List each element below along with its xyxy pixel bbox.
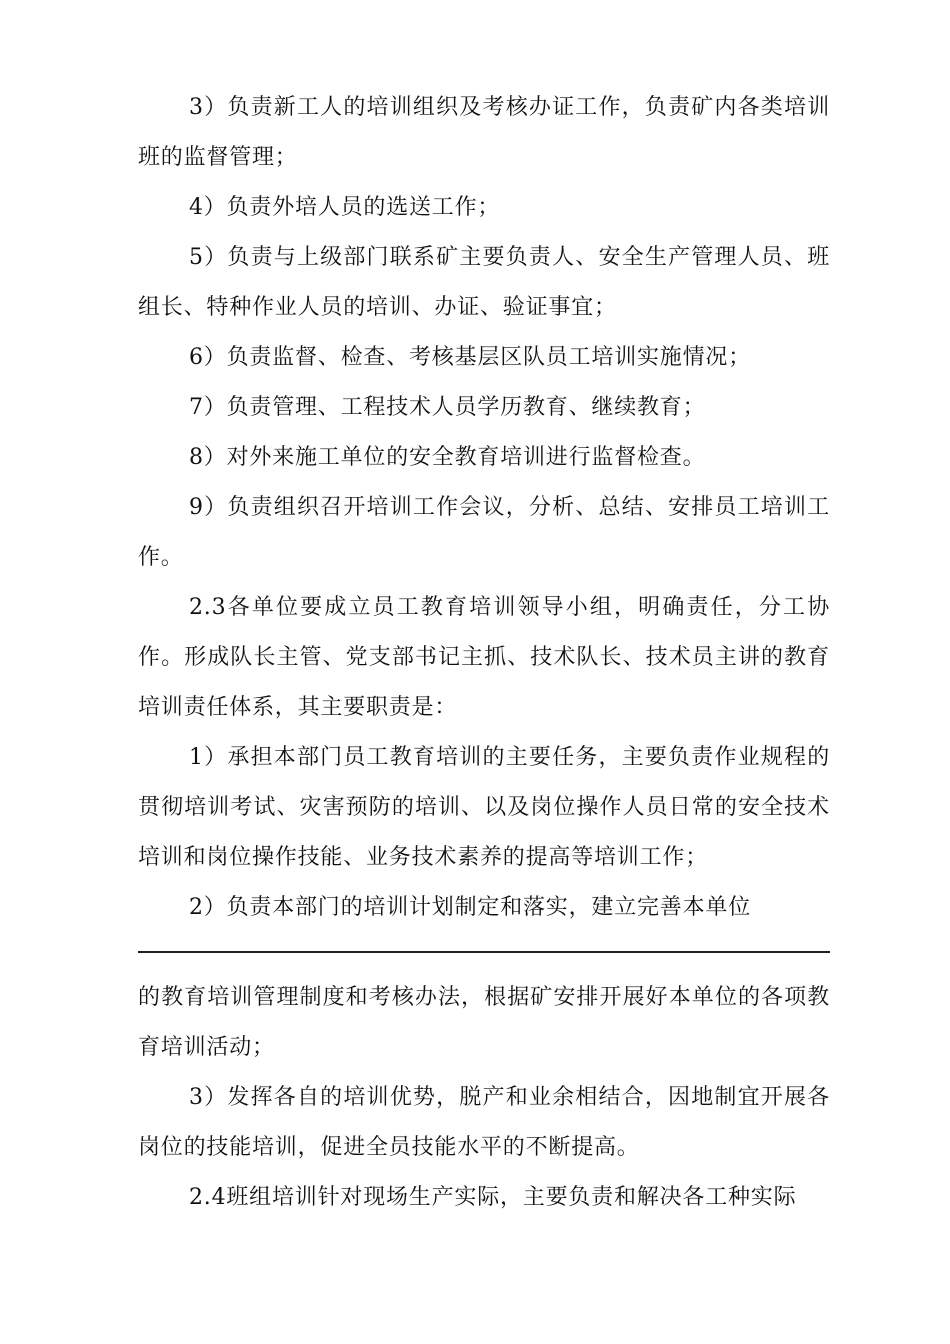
paragraph-duty-8: 8）对外来施工单位的安全教育培训进行监督检查。 xyxy=(189,445,706,470)
paragraph-duty-6: 6）负责监督、检查、考核基层区队员工培训实施情况； xyxy=(189,345,751,370)
paragraph-duty-9: 9）负责组织召开培训工作会议，分析、总结、安排员工培训工作。 xyxy=(138,495,830,570)
page-divider-line xyxy=(138,951,830,953)
paragraph-section-2-3: 2.3各单位要成立员工教育培训领导小组，明确责任，分工协作。形成队长主管、党支部书记主抓、技术队长、技术员主讲的教育培训责任体系，其主要职责是： xyxy=(138,595,830,720)
paragraph-unit-duty-1: 1）承担本部门员工教育培训的主要任务，主要负责作业规程的贯彻培训考试、灾害预防的培训、以及岗位操作人员日常的安全技术培训和岗位操作技能、业务技术素养的提高等培训工作； xyxy=(138,745,830,870)
paragraph-duty-3: 3）负责新工人的培训组织及考核办证工作，负责矿内各类培训班的监督管理； xyxy=(138,95,830,170)
paragraph-section-2-4: 2.4班组培训针对现场生产实际，主要负责和解决各工种实际 xyxy=(189,1185,797,1210)
document-page xyxy=(138,83,830,1223)
paragraph-unit-duty-2-continued: 的教育培训管理制度和考核办法，根据矿安排开展好本单位的各项教育培训活动； xyxy=(138,985,830,1060)
paragraph-duty-7: 7）负责管理、工程技术人员学历教育、继续教育； xyxy=(189,395,706,420)
paragraph-unit-duty-3: 3）发挥各自的培训优势，脱产和业余相结合，因地制宜开展各岗位的技能培训，促进全员技能水平的不断提高。 xyxy=(138,1085,830,1160)
paragraph-duty-5: 5）负责与上级部门联系矿主要负责人、安全生产管理人员、班组长、特种作业人员的培训、办证、验证事宜； xyxy=(138,245,830,320)
paragraph-duty-4: 4）负责外培人员的选送工作； xyxy=(189,195,501,220)
paragraph-unit-duty-2: 2）负责本部门的培训计划制定和落实，建立完善本单位 xyxy=(189,895,751,920)
